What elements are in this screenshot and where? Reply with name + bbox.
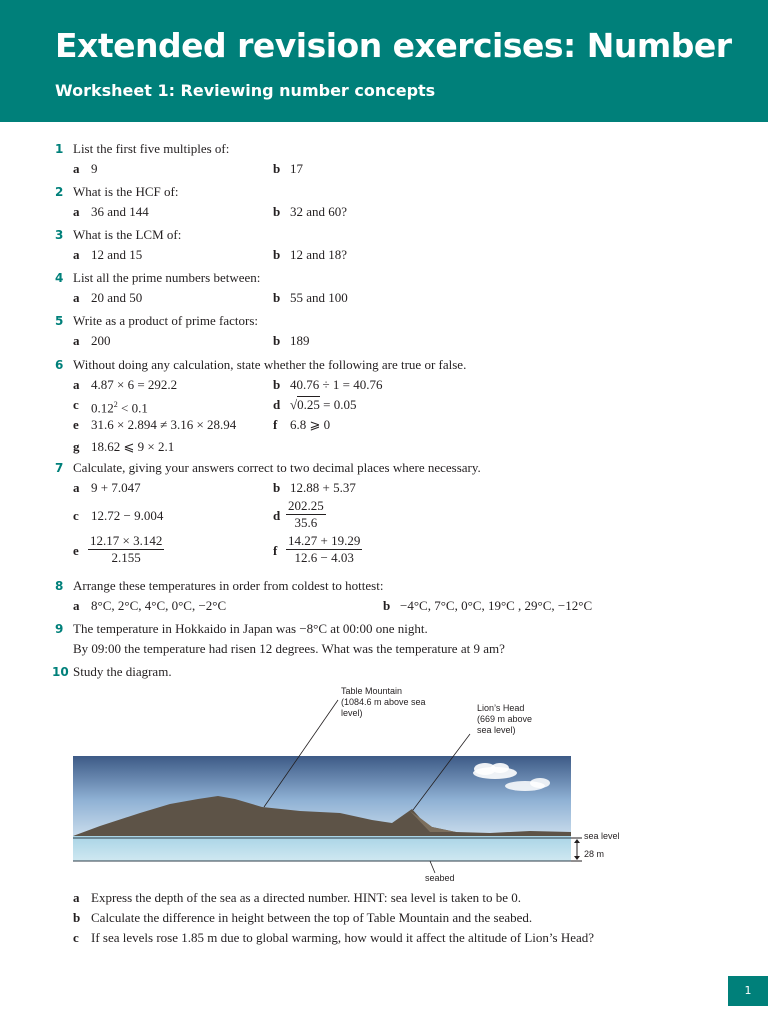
equation-rest: = 0.05 — [319, 397, 357, 412]
part-answer: 12 and 15 — [91, 247, 143, 262]
question-number: 10 — [52, 665, 69, 679]
part-answer: 18.62 ⩽ 9 × 2.1 — [91, 439, 175, 454]
question-number: 1 — [55, 142, 64, 156]
part-label: d — [273, 508, 281, 523]
part-answer: 31.6 × 2.894 ≠ 3.16 × 28.94 — [91, 417, 237, 432]
part-answer — [91, 397, 148, 416]
part-label: d — [273, 397, 281, 412]
part-label: f — [273, 543, 278, 558]
question-number: 3 — [55, 228, 64, 242]
page-title: Extended revision exercises: Number — [55, 26, 732, 65]
sqrt-radicand: 0.25 — [297, 397, 320, 412]
question-number: 4 — [55, 271, 64, 285]
question-text: List the first five multiples of: — [73, 141, 230, 156]
part-answer: 200 — [91, 333, 111, 348]
part-label: b — [273, 290, 281, 305]
part-label: a — [73, 890, 80, 905]
part-answer: 17 — [290, 161, 303, 176]
part-answer: 20 and 50 — [91, 290, 143, 305]
fraction — [88, 533, 164, 566]
part-label: b — [273, 480, 281, 495]
sqrt-icon: √ — [290, 397, 298, 412]
question-text: What is the HCF of: — [73, 184, 179, 199]
part-answer: 8°C, 2°C, 4°C, 0°C, −2°C — [91, 598, 227, 613]
part-label: b — [383, 598, 391, 613]
part-answer: 32 and 60? — [290, 204, 348, 219]
part-label: c — [73, 930, 79, 945]
part-answer: 9 — [91, 161, 98, 176]
question-text: The temperature in Hokkaido in Japan was −8°C at 00:00 one night. — [73, 621, 428, 636]
part-label: a — [73, 480, 80, 495]
part-answer: 12 and 18? — [290, 247, 348, 262]
part-label: b — [273, 161, 281, 176]
part-label: a — [73, 204, 80, 219]
fraction-denominator: 35.6 — [294, 515, 318, 530]
seabed-label: seabed — [425, 873, 455, 883]
part-label: a — [73, 377, 80, 392]
question-text: What is the LCM of: — [73, 227, 182, 242]
arrow-down-icon — [574, 856, 580, 860]
part-answer: 12.88 + 5.37 — [290, 480, 356, 495]
part-answer: 4.87 × 6 = 292.2 — [91, 377, 178, 392]
part-answer: If sea levels rose 1.85 m due to global warming, how would it affect the altitude of Lion’s Head? — [91, 930, 595, 945]
question-number: 2 — [55, 185, 64, 199]
depth-label: 28 m — [584, 849, 605, 859]
lions-head-label: Lion’s Head (669 m above sea level) — [477, 703, 533, 735]
part-answer: Express the depth of the sea as a directed number. HINT: sea level is taken to be 0. — [91, 890, 522, 905]
arrow-up-icon — [574, 839, 580, 843]
part-label: a — [73, 161, 80, 176]
seabed-pointer — [430, 861, 435, 873]
part-label: b — [273, 247, 281, 262]
sea — [73, 836, 571, 861]
part-label: e — [73, 543, 79, 558]
part-answer: 40.76 ÷ 1 = 40.76 — [290, 377, 383, 392]
question-text: Calculate, giving your answers correct to two decimal places where necessary. — [73, 460, 481, 475]
fraction-denominator: 2.155 — [111, 550, 141, 565]
part-answer: 9 + 7.047 — [91, 480, 141, 495]
header-banner — [0, 0, 768, 122]
part-answer: 55 and 100 — [290, 290, 348, 305]
part-label: a — [73, 333, 80, 348]
part-answer — [290, 397, 356, 413]
fraction-numerator: 202.25 — [288, 498, 324, 513]
question-number: 8 — [55, 579, 64, 593]
sea-level-label: sea level — [584, 831, 620, 841]
part-label: a — [73, 290, 80, 305]
part-answer: 189 — [290, 333, 310, 348]
part-label: g — [73, 439, 80, 454]
fraction — [286, 498, 326, 531]
table-mountain-label: Table Mountain (1084.6 m above sea level) — [341, 686, 426, 718]
question-number: 7 — [55, 461, 64, 475]
question-number: 5 — [55, 314, 64, 328]
question-number: 6 — [55, 358, 64, 372]
page-number: 1 — [728, 976, 768, 1006]
part-answer: 36 and 144 — [91, 204, 149, 219]
question-text: List all the prime numbers between: — [73, 270, 261, 285]
part-label: f — [273, 417, 278, 432]
part-label: b — [273, 204, 281, 219]
part-answer: 6.8 ⩾ 0 — [290, 417, 331, 432]
fraction — [286, 533, 362, 566]
power-exponent: 2 — [113, 400, 118, 409]
question-text: By 09:00 the temperature had risen 12 degrees. What was the temperature at 9 am? — [73, 641, 505, 656]
worksheet-subtitle: Worksheet 1: Reviewing number concepts — [55, 81, 436, 100]
fraction-numerator: 12.17 × 3.142 — [90, 533, 163, 548]
question-text: Study the diagram. — [73, 664, 172, 679]
part-label: b — [273, 377, 281, 392]
part-answer: Calculate the difference in height between the top of Table Mountain and the seabed. — [91, 910, 533, 925]
question-number: 9 — [55, 622, 64, 636]
part-answer: 12.72 − 9.004 — [91, 508, 164, 523]
question-text: Arrange these temperatures in order from coldest to hottest: — [73, 578, 384, 593]
question-text: Without doing any calculation, state whether the following are true or false. — [73, 357, 467, 372]
power-base: 0.12 — [91, 400, 114, 416]
inequality-rest: < 0.1 — [117, 400, 148, 416]
part-label: a — [73, 247, 80, 262]
part-answer: −4°C, 7°C, 0°C, 19°C , 29°C, −12°C — [400, 598, 593, 613]
part-label: e — [73, 417, 79, 432]
fraction-denominator: 12.6 − 4.03 — [294, 550, 354, 565]
part-label: c — [73, 508, 79, 523]
part-label: a — [73, 598, 80, 613]
fraction-numerator: 14.27 + 19.29 — [288, 533, 361, 548]
part-label: b — [73, 910, 81, 925]
part-label: b — [273, 333, 281, 348]
part-label: c — [73, 397, 79, 412]
question-text: Write as a product of prime factors: — [73, 313, 259, 328]
